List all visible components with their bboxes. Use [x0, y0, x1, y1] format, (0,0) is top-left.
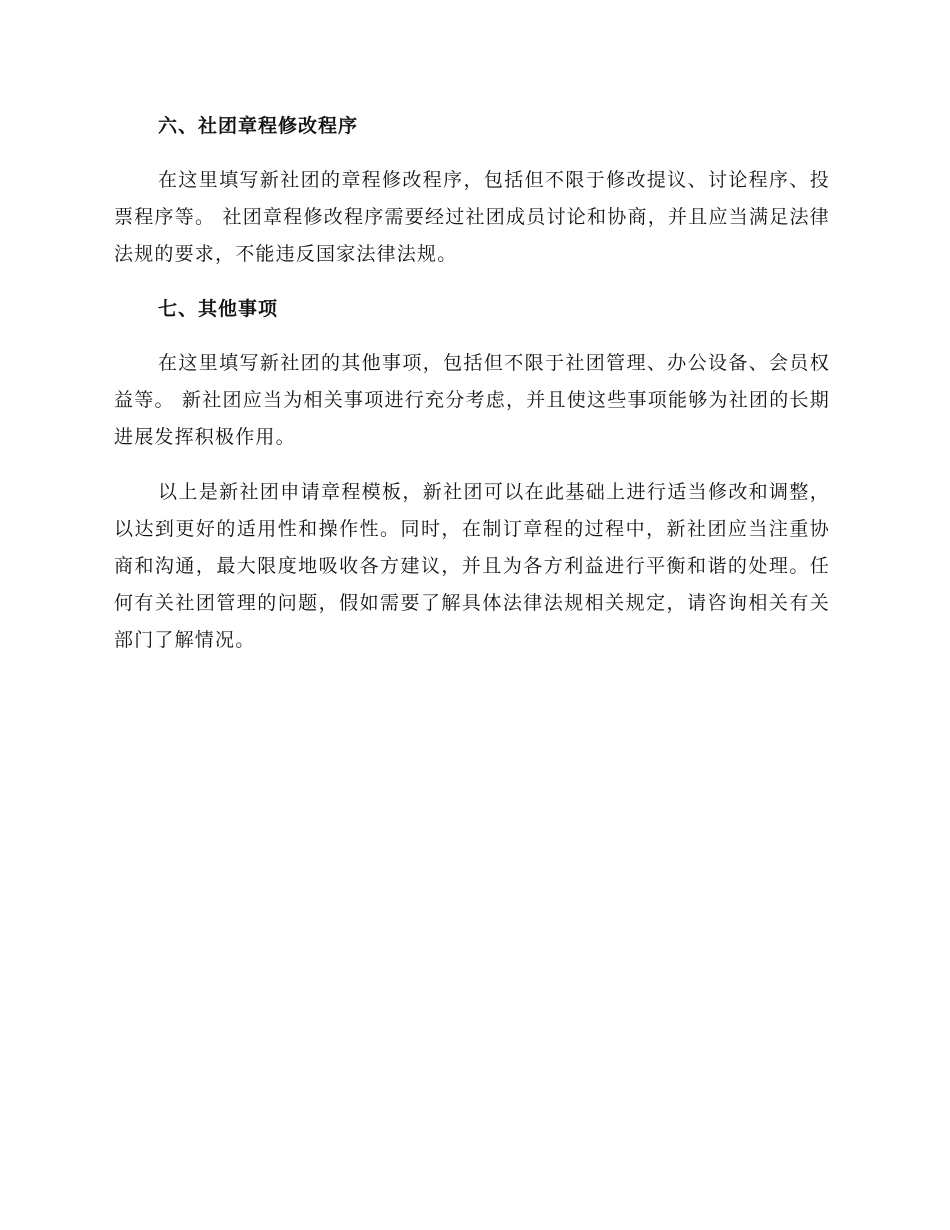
document-body	[114, 110, 830, 659]
section-body-amendment: 在这里填写新社团的章程修改程序，包括但不限于修改提议、讨论程序、投票程序等。 社团章程修改程序需要经过社团成员讨论和协商，并且应当满足法律法规的要求，不能违反国家法律法规。	[114, 169, 830, 265]
section-body-other-matters: 在这里填写新社团的其他事项，包括但不限于社团管理、办公设备、会员权益等。 新社团应当为相关事项进行充分考虑，并且使这些事项能够为社团的长期进展发挥积极作用。	[114, 352, 830, 448]
closing-paragraph: 以上是新社团申请章程模板，新社团可以在此基础上进行适当修改和调整，以达到更好的适用性和操作性。同时，在制订章程的过程中，新社团应当注重协商和沟通，最大限度地吸收各方建议，并且为各方利益进行平衡和谐的处理。任何有关社团管理的问题，假如需要了解具体法律法规相关规定，请咨询相关有关部门了解情况。	[114, 481, 830, 651]
section-heading-other-matters: 七、其他事项	[158, 298, 279, 320]
section-heading-amendment: 六、社团章程修改程序	[158, 115, 359, 137]
